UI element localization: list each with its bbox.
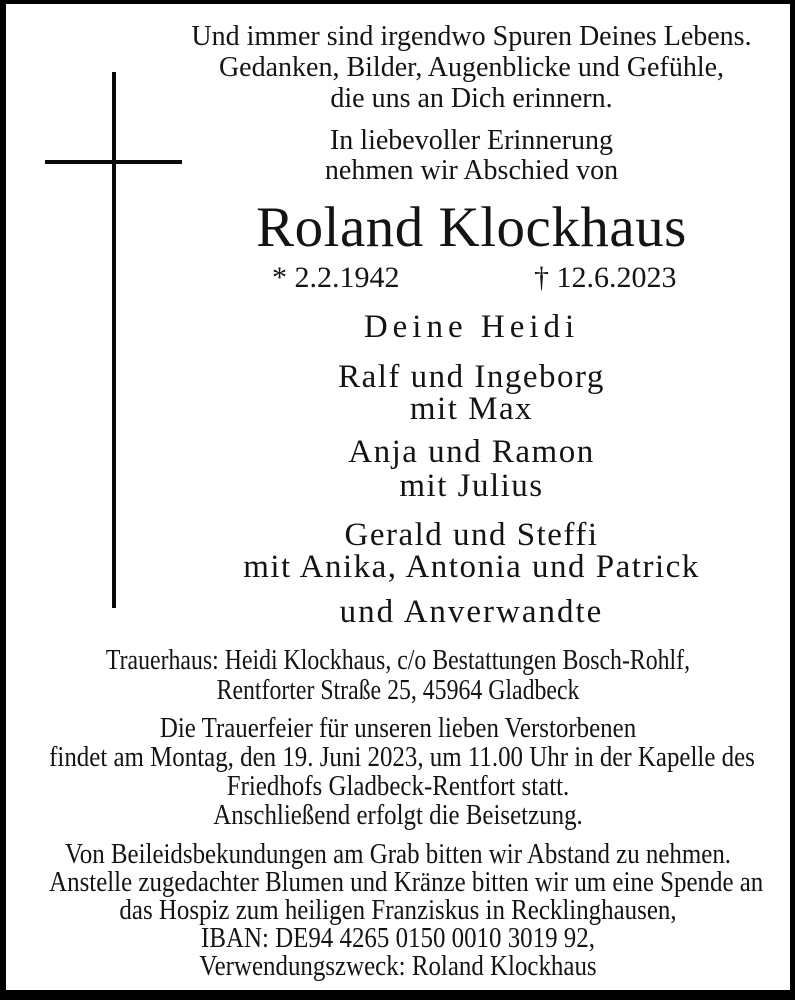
- memorial-poem: [153, 21, 790, 114]
- funeral-home-line: Rentforter Straße 25, 45964 Gladbeck: [216, 675, 580, 706]
- intro-line: In liebevoller Erinnerung: [329, 125, 613, 156]
- intro-line: nehmen wir Abschied von: [324, 155, 619, 186]
- service-line: Die Trauerfeier für unseren lieben Verstorbenen: [159, 713, 637, 744]
- mourner-line: und Anverwandte: [339, 594, 604, 630]
- mourner-group: [153, 519, 790, 583]
- mourner-line: Gerald und Steffi: [344, 517, 599, 553]
- poem-line: Und immer sind irgendwo Spuren Deines Lebens.: [191, 21, 752, 52]
- condolence-line: Anstelle zugedachter Blumen und Kränze bitten wir um eine Spende an: [49, 867, 764, 898]
- service-line: Friedhofs Gladbeck-Rentfort statt.: [226, 771, 570, 802]
- poem-line: die uns an Dich erinnern.: [330, 83, 613, 114]
- mourner-line: Deine Heidi: [363, 309, 580, 345]
- mourner-group: [153, 311, 790, 344]
- condolence-line: Von Beileidsbekundungen am Grab bitten wir Abstand zu nehmen.: [64, 839, 732, 870]
- mourner-group: [153, 435, 790, 503]
- mourner-line: mit Max: [409, 391, 534, 427]
- mourner-line: mit Anika, Antonia und Patrick: [243, 549, 700, 585]
- condolence-line: IBAN: DE94 4265 0150 0010 3019 92,: [201, 923, 595, 954]
- condolence-note: [49, 839, 764, 982]
- condolence-line: Verwendungszweck: Roland Klockhaus: [199, 951, 597, 982]
- mourner-group: [153, 361, 790, 425]
- death-date: † 12.6.2023: [534, 261, 677, 294]
- mourner-line: Anja und Ramon: [348, 434, 595, 470]
- mourner-line: Ralf und Ingeborg: [338, 359, 605, 395]
- funeral-home-line: Trauerhaus: Heidi Klockhaus, c/o Bestattungen Bosch-Rohlf,: [105, 645, 691, 676]
- condolence-line: das Hospiz zum heiligen Franziskus in Recklinghausen,: [119, 895, 677, 926]
- birth-date: * 2.2.1942: [272, 261, 400, 294]
- poem-line: Gedanken, Bilder, Augenblicke und Gefühle,: [218, 52, 725, 83]
- mourner-line: mit Julius: [399, 468, 544, 504]
- memorial-cross-icon: [112, 72, 116, 608]
- service-line: findet am Montag, den 19. Juni 2023, um 11.00 Uhr in der Kapelle des: [49, 742, 755, 773]
- funeral-home-info: [65, 646, 731, 706]
- farewell-intro: [153, 126, 790, 186]
- service-info: [49, 713, 755, 831]
- service-line: Anschließend erfolgt die Beisetzung.: [213, 800, 583, 831]
- mourner-group: [153, 596, 790, 629]
- deceased-name: Roland Klockhaus: [256, 196, 687, 259]
